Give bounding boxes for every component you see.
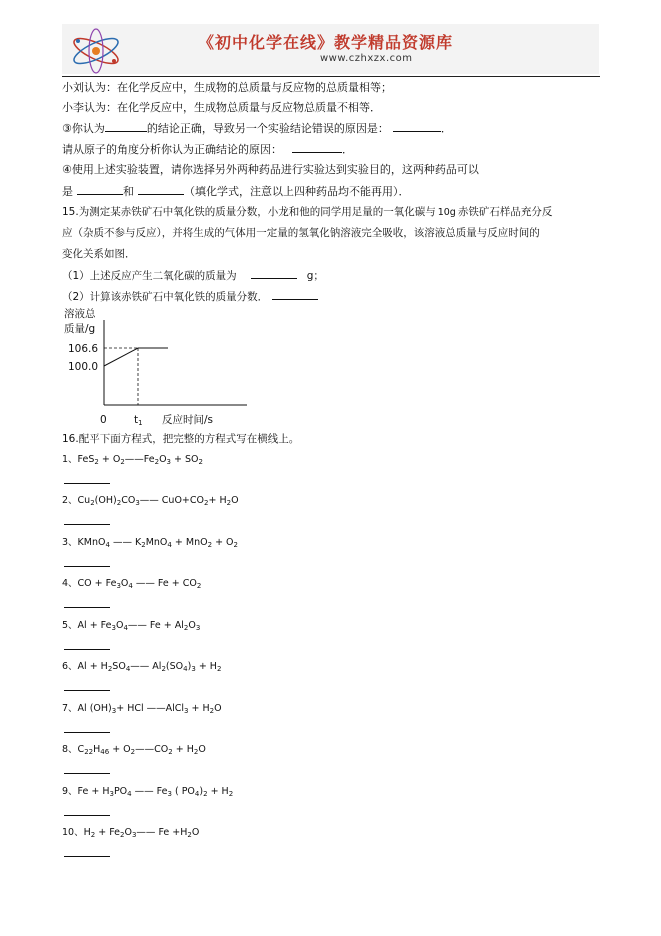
graph-x-tick-t-main: t: [134, 414, 139, 426]
subscript: 2: [203, 790, 208, 798]
subscript: 2: [228, 790, 234, 798]
subscript: 4: [183, 665, 188, 673]
graph-ylabel-line2: 质量/g: [64, 323, 96, 335]
subscript: 3: [135, 499, 140, 507]
equation-3: [62, 536, 238, 550]
subscript: 2: [130, 748, 136, 756]
subscript: 2: [90, 831, 96, 839]
subscript: 4: [194, 790, 200, 798]
equation-text: 10、H: [62, 827, 91, 838]
subscript: 3: [184, 707, 189, 715]
question-3b-line: [62, 142, 353, 157]
text-fragment: （填化学式，注意以上四种药品均不能再用）．: [184, 185, 410, 198]
equation-text: 3、KMnO: [62, 537, 106, 548]
equation-text: MnO: [145, 537, 168, 548]
equation-6: [62, 660, 221, 674]
equation-text: —— Fe +H: [136, 827, 188, 838]
subscript: 4: [123, 624, 128, 632]
equation-10: [62, 826, 199, 840]
subscript: 4: [105, 541, 110, 549]
subscript: 2: [90, 499, 95, 507]
graph-curve: [104, 348, 168, 366]
answer-blank[interactable]: [393, 121, 441, 132]
equation-text: + HCl ——AlCl: [116, 703, 185, 714]
equation-text: O: [191, 827, 200, 838]
answer-blank[interactable]: [105, 121, 147, 132]
subscript: 2: [116, 499, 122, 507]
equation-text: CO: [121, 495, 136, 506]
mass-time-graph: [62, 305, 252, 430]
answer-blank[interactable]: [138, 184, 184, 195]
equation-text: O: [198, 744, 206, 755]
equation-text: O: [231, 495, 239, 506]
subscript: 3: [195, 624, 201, 632]
graph-y-tick-low: 100.0: [68, 361, 99, 373]
equation-text: ): [187, 661, 192, 672]
subscript: 2: [120, 458, 125, 466]
text-fragment: 15.为测定某赤铁矿石中氧化铁的质量分数，小龙和他的同学用足量的一氧化碳与: [62, 206, 436, 218]
equation-text: + H: [208, 495, 227, 506]
subscript: 2: [120, 831, 125, 839]
question-4-line: ④使用上述实验装置，请你选择另外两种药品进行实验达到实验目的，这两种药品可以: [62, 163, 479, 176]
answer-line[interactable]: [64, 690, 110, 691]
subscript: 3: [109, 790, 114, 798]
subscript: 2: [187, 831, 192, 839]
equation-text: + MnO: [171, 537, 208, 548]
subscript: 2: [207, 541, 213, 549]
text-line: 小李认为：在化学反应中，生成物总质量与反应物总质量不相等．: [62, 101, 381, 114]
equation-text: 9、Fe + H: [62, 786, 110, 797]
equation-text: —— Fe + Al: [127, 620, 184, 631]
equation-4: [62, 577, 201, 591]
answer-blank[interactable]: [251, 268, 297, 279]
equation-text: + Fe: [95, 827, 120, 838]
graph-xlabel: 反应时间/s: [162, 414, 214, 426]
question-15-sub2: [62, 289, 318, 304]
subscript: 4: [128, 582, 133, 590]
equation-text: ——Fe: [124, 454, 155, 465]
subscript: 3: [167, 790, 172, 798]
equation-text: O: [124, 827, 132, 838]
graph-ylabel-line1: 溶液总: [64, 308, 96, 320]
equation-text: O: [188, 620, 196, 631]
header-title: 《初中化学在线》教学精品资源库: [198, 33, 454, 52]
equation-text: 5、Al + Fe: [62, 620, 112, 631]
equation-9: [62, 785, 233, 799]
subscript: 2: [94, 458, 99, 466]
subscript: 2: [198, 458, 203, 466]
equation-2: [62, 494, 239, 508]
subscript: 2: [209, 707, 215, 715]
equation-text: H: [93, 744, 101, 755]
question-15-line3: 变化关系如图．: [62, 248, 136, 260]
text-line: 小刘认为：在化学反应中，生成物的总质量与反应物的总质量相等；: [62, 81, 392, 94]
subscript: 46: [100, 748, 110, 756]
answer-line[interactable]: [64, 524, 110, 525]
subscript: 3: [191, 665, 196, 673]
equation-text: —— Al: [130, 661, 162, 672]
equation-text: O: [214, 703, 222, 714]
subscript: 2: [216, 665, 222, 673]
text-fragment: 的结论正确，导致另一个实验结论错误的原因是：: [146, 122, 389, 135]
equation-text: O: [159, 454, 167, 465]
subscript: 4: [127, 790, 132, 798]
subscript: 3: [131, 831, 137, 839]
equation-text: —— K: [109, 537, 142, 548]
subscript: 3: [166, 458, 172, 466]
subscript: 3: [116, 582, 121, 590]
text-fragment: 赤铁矿石样品充分反: [457, 206, 553, 218]
equation-text: PO: [113, 786, 128, 797]
answer-line[interactable]: [64, 773, 110, 774]
text-fragment: 是: [62, 185, 73, 198]
equation-5: [62, 619, 200, 633]
text-fragment: 10g: [437, 207, 456, 218]
equation-text: 6、Al + H: [62, 661, 108, 672]
equation-text: + O: [98, 454, 121, 465]
answer-line[interactable]: [64, 483, 110, 484]
equation-text: + SO: [171, 454, 199, 465]
subscript: 2: [141, 541, 146, 549]
equation-text: + H: [188, 703, 210, 714]
equation-text: + H: [172, 744, 194, 755]
equation-text: O: [120, 578, 129, 589]
equation-1: [62, 453, 203, 467]
graph-x-origin: 0: [100, 414, 107, 426]
subscript: 2: [193, 748, 199, 756]
subscript: 3: [111, 624, 116, 632]
text-fragment: ．: [440, 122, 452, 135]
answer-blank[interactable]: [77, 184, 123, 195]
text-fragment: 请从原子的角度分析你认为正确结论的原因：: [62, 143, 282, 156]
subscript: 2: [161, 665, 166, 673]
answer-blank[interactable]: [272, 289, 318, 300]
question-15-line2: 应（杂质不参与反应），并将生成的气体用一定量的氢氧化钠溶液完全吸收，该溶液总质量与反应时间的: [62, 227, 540, 239]
equation-text: —— Fe + CO: [132, 578, 197, 589]
text-fragment: g；: [306, 270, 324, 282]
equation-8: [62, 743, 206, 757]
answer-line[interactable]: [64, 815, 110, 816]
subscript: 22: [84, 748, 94, 756]
equation-7: [62, 702, 222, 716]
subscript: 2: [107, 665, 113, 673]
answer-line[interactable]: [64, 607, 110, 608]
graph-y-tick-high: 106.6: [68, 343, 99, 355]
graph-x-tick-t: [134, 414, 143, 427]
subscript: 2: [196, 582, 202, 590]
subscript: 2: [226, 499, 232, 507]
answer-line[interactable]: [64, 856, 110, 857]
answer-line[interactable]: [64, 566, 110, 567]
question-16-title: 16.配平下面方程式，把完整的方程式写在横线上。: [62, 433, 300, 445]
equation-text: + H: [195, 661, 217, 672]
question-4-line2: [62, 184, 410, 199]
subscript: 2: [183, 624, 189, 632]
question-15-line1: [62, 205, 552, 220]
subscript: 2: [233, 541, 238, 549]
atom-logo-icon: [68, 27, 124, 75]
equation-text: ( PO: [171, 786, 195, 797]
answer-line[interactable]: [64, 732, 110, 733]
equation-text: 2、Cu: [62, 495, 91, 506]
equation-text: —— Fe: [131, 786, 168, 797]
equation-text: SO: [112, 661, 126, 672]
subscript: 3: [111, 707, 117, 715]
text-fragment: ．: [342, 143, 353, 156]
text-fragment: 和: [123, 185, 134, 198]
subscript: 4: [125, 665, 131, 673]
text-fragment: ③你认为: [62, 122, 105, 135]
subscript: 2: [204, 499, 209, 507]
graph-x-tick-t-sub: 1: [138, 419, 143, 427]
equation-text: 8、C: [62, 744, 85, 755]
equation-text: + O: [212, 537, 234, 548]
question-15-sub1: [62, 268, 324, 283]
equation-text: ): [199, 786, 204, 797]
equation-text: —— CuO+CO: [139, 495, 205, 506]
answer-blank[interactable]: [292, 142, 342, 153]
equation-text: ——CO: [135, 744, 169, 755]
subscript: 2: [168, 748, 173, 756]
equation-text: + O: [109, 744, 131, 755]
equation-text: 7、Al (OH): [62, 703, 112, 714]
subscript: 4: [167, 541, 172, 549]
header-url: www.czhxzx.com: [320, 53, 413, 64]
subscript: 2: [154, 458, 160, 466]
equation-text: O: [115, 620, 124, 631]
text-fragment: （2）计算该赤铁矿石中氧化铁的质量分数．: [62, 291, 269, 303]
equation-text: (SO: [165, 661, 184, 672]
equation-text: + H: [207, 786, 229, 797]
text-fragment: （1）上述反应产生二氧化碳的质量为: [62, 270, 237, 282]
question-3-line: [62, 121, 452, 136]
equation-text: 4、CO + Fe: [62, 578, 117, 589]
header-divider: [62, 76, 600, 77]
answer-line[interactable]: [64, 649, 110, 650]
equation-text: (OH): [94, 495, 117, 506]
equation-text: 1、FeS: [62, 454, 95, 465]
